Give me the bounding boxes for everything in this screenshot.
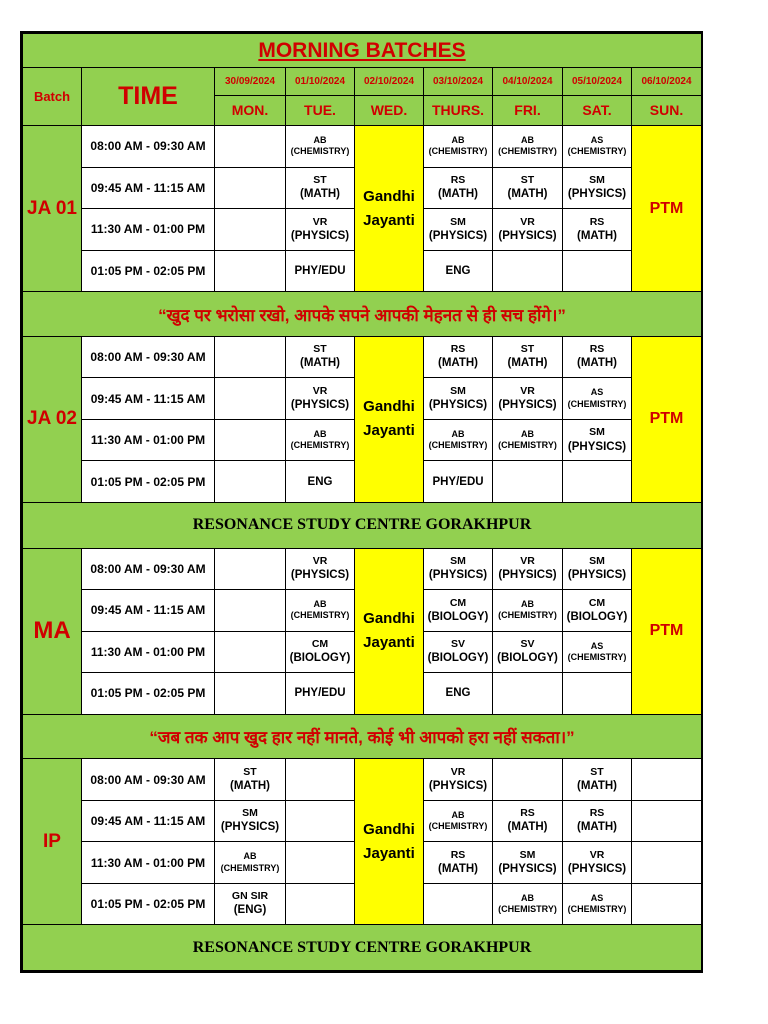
date-mon: 30/09/2024 <box>215 68 286 95</box>
class-cell-thu: ENG <box>424 250 493 292</box>
subject-label: (PHYSICS) <box>498 229 557 242</box>
teacher-code: AB <box>521 599 534 610</box>
class-cell-tue <box>286 336 355 378</box>
class-cell-tue <box>286 842 355 884</box>
time-slot: 11:30 AM - 01:00 PM <box>82 631 215 673</box>
subject-label: (CHEMISTRY) <box>567 904 627 915</box>
subject-label: (MATH) <box>507 357 548 370</box>
class-cell-fri <box>493 336 563 378</box>
teacher-code: SM <box>450 384 466 397</box>
class-cell-fri <box>493 126 563 168</box>
class-cell-mon <box>215 250 286 292</box>
class-cell-mon <box>215 548 286 590</box>
subject-label: (PHYSICS) <box>220 821 280 834</box>
subject-label: (PHYSICS) <box>567 188 627 201</box>
class-cell-tue <box>286 548 355 590</box>
motivational-quote-2: “जब तक आप खुद हार नहीं मानते, कोई भी आपको हरा नहीं सकता।” <box>23 714 702 759</box>
teacher-code: CM <box>311 638 329 651</box>
teacher-code: RS <box>450 174 466 187</box>
class-cell-fri <box>493 548 563 590</box>
class-cell-mon <box>215 673 286 715</box>
teacher-code: AB <box>313 428 327 439</box>
subject-label: (PHYSICS) <box>428 779 488 792</box>
class-cell-fri <box>493 378 563 420</box>
class-cell-thu <box>424 631 493 673</box>
class-cell-tue <box>286 209 355 251</box>
teacher-code: VR <box>450 765 466 778</box>
holiday-line-1: Gandhi <box>363 820 415 838</box>
class-cell-sat <box>563 378 632 420</box>
class-cell-sat <box>563 631 632 673</box>
class-cell-sat <box>563 461 632 503</box>
class-cell-fri <box>493 461 563 503</box>
subject-label: (CHEMISTRY) <box>567 398 627 409</box>
teacher-code: VR <box>312 384 328 397</box>
batch-label-ja02: JA 02 <box>23 336 82 502</box>
date-tue: 01/10/2024 <box>286 68 355 95</box>
class-cell-mon <box>215 461 286 503</box>
class-cell-thu <box>424 800 493 842</box>
subject-label: (CHEMISTRY) <box>290 440 350 451</box>
class-cell-fri <box>493 759 563 801</box>
subject-label: (PHYSICS) <box>567 862 627 875</box>
subject-label: (CHEMISTRY) <box>428 440 488 451</box>
class-cell-sun <box>632 800 702 842</box>
date-sat: 05/10/2024 <box>563 68 632 95</box>
teacher-code: ST <box>313 343 327 356</box>
teacher-code: AS <box>590 640 604 651</box>
day-fri: FRI. <box>493 95 563 125</box>
teacher-code: AB <box>521 428 534 439</box>
class-cell-thu <box>424 126 493 168</box>
time-header: TIME <box>82 68 215 126</box>
teacher-code: VR <box>312 555 328 568</box>
teacher-code: CM <box>449 596 467 609</box>
teacher-code: CM <box>588 596 606 609</box>
class-cell-tue <box>286 800 355 842</box>
class-cell-sat <box>563 883 632 925</box>
time-slot: 11:30 AM - 01:00 PM <box>82 419 215 461</box>
class-cell-sun <box>632 842 702 884</box>
subject-label: (MATH) <box>576 357 618 370</box>
teacher-code: AB <box>451 428 465 439</box>
subject-label: (PHYSICS) <box>290 229 350 242</box>
centre-name-2: RESONANCE STUDY CENTRE GORAKHPUR <box>23 925 702 971</box>
subject-label: (PHYSICS) <box>567 569 627 582</box>
class-cell-sat <box>563 800 632 842</box>
holiday-line-1: Gandhi <box>363 187 415 205</box>
teacher-code: SM <box>589 555 605 568</box>
day-wed: WED. <box>355 95 424 125</box>
class-cell-thu <box>424 883 493 925</box>
class-cell-mon <box>215 209 286 251</box>
time-slot: 09:45 AM - 11:15 AM <box>82 800 215 842</box>
subject-label: (ENG) <box>233 904 267 917</box>
subject-label: (BIOLOGY) <box>427 610 489 623</box>
time-slot: 01:05 PM - 02:05 PM <box>82 673 215 715</box>
class-cell-mon <box>215 167 286 209</box>
holiday-line-2: Jayanti <box>363 634 415 652</box>
class-cell-mon <box>215 759 286 801</box>
batch-label-ja01: JA 01 <box>23 126 82 292</box>
class-cell-tue: PHY/EDU <box>286 673 355 715</box>
subject-label: (PHYSICS) <box>498 862 557 875</box>
class-cell-fri <box>493 167 563 209</box>
motivational-quote-1: “खुद पर भरोसा रखो, आपके सपने आपकी मेहनत से ही सच होंगे।” <box>23 292 702 337</box>
holiday-cell <box>355 548 424 714</box>
teacher-code: AB <box>313 599 327 610</box>
subject-label: (MATH) <box>299 188 341 201</box>
date-thu: 03/10/2024 <box>424 68 493 95</box>
subject-label: (CHEMISTRY) <box>220 862 280 873</box>
class-cell-mon <box>215 126 286 168</box>
class-cell-sat <box>563 759 632 801</box>
teacher-code: SV <box>450 638 465 651</box>
class-cell-thu <box>424 378 493 420</box>
class-cell-tue <box>286 378 355 420</box>
subject-label: (CHEMISTRY) <box>498 440 557 451</box>
subject-label: (CHEMISTRY) <box>498 610 557 621</box>
class-cell-thu <box>424 842 493 884</box>
subject-label: (PHYSICS) <box>290 569 350 582</box>
teacher-code: RS <box>450 343 466 356</box>
class-cell-thu <box>424 590 493 632</box>
subject-label: (MATH) <box>576 779 618 792</box>
ptm-cell: PTM <box>632 126 702 292</box>
class-cell-sun <box>632 759 702 801</box>
teacher-code: RS <box>520 807 535 820</box>
teacher-code: ST <box>313 174 327 187</box>
subject-label: (CHEMISTRY) <box>567 651 627 662</box>
holiday-line-2: Jayanti <box>363 211 415 229</box>
class-cell-thu <box>424 336 493 378</box>
day-thu: THURS. <box>424 95 493 125</box>
batch-header: Batch <box>23 68 82 126</box>
class-cell-thu <box>424 209 493 251</box>
class-cell-sat <box>563 126 632 168</box>
ptm-cell: PTM <box>632 548 702 714</box>
class-cell-fri <box>493 842 563 884</box>
teacher-code: SM <box>589 174 605 187</box>
subject-label: (MATH) <box>437 188 479 201</box>
class-cell-thu <box>424 548 493 590</box>
teacher-code: AB <box>243 851 257 862</box>
class-cell-fri <box>493 631 563 673</box>
class-cell-tue: PHY/EDU <box>286 250 355 292</box>
class-cell-tue <box>286 631 355 673</box>
time-slot: 01:05 PM - 02:05 PM <box>82 250 215 292</box>
teacher-code: AB <box>313 135 327 146</box>
class-cell-fri <box>493 800 563 842</box>
class-cell-fri <box>493 673 563 715</box>
subject-label: (PHYSICS) <box>428 229 488 242</box>
class-cell-sat <box>563 167 632 209</box>
teacher-code: SM <box>589 426 605 439</box>
subject-label: (MATH) <box>576 821 618 834</box>
class-cell-sat <box>563 548 632 590</box>
class-cell-tue <box>286 419 355 461</box>
subject-label: (PHYSICS) <box>498 569 557 582</box>
teacher-code: SM <box>450 555 466 568</box>
subject-label: (MATH) <box>229 779 271 792</box>
teacher-code: RS <box>589 807 605 820</box>
teacher-code: VR <box>312 215 328 228</box>
subject-label: (CHEMISTRY) <box>428 821 488 832</box>
holiday-line-1: Gandhi <box>363 398 415 416</box>
subject-label: (CHEMISTRY) <box>498 904 557 915</box>
time-slot: 09:45 AM - 11:15 AM <box>82 590 215 632</box>
teacher-code: RS <box>589 215 605 228</box>
day-tue: TUE. <box>286 95 355 125</box>
subject-label: (BIOLOGY) <box>289 652 351 665</box>
class-cell-mon <box>215 883 286 925</box>
class-cell-sat <box>563 250 632 292</box>
class-cell-mon <box>215 590 286 632</box>
teacher-code: AS <box>590 135 604 146</box>
subject-label: (BIOLOGY) <box>427 652 489 665</box>
class-cell-thu <box>424 759 493 801</box>
subject-label: (CHEMISTRY) <box>567 146 627 157</box>
teacher-code: VR <box>520 384 535 397</box>
teacher-code: SM <box>450 215 466 228</box>
class-cell-sat <box>563 842 632 884</box>
holiday-line-2: Jayanti <box>363 844 415 862</box>
class-cell-tue: ENG <box>286 461 355 503</box>
holiday-cell <box>355 336 424 502</box>
time-slot: 01:05 PM - 02:05 PM <box>82 461 215 503</box>
teacher-code: AB <box>521 892 534 903</box>
date-wed: 02/10/2024 <box>355 68 424 95</box>
teacher-code: ST <box>243 765 257 778</box>
teacher-code: SV <box>520 638 535 651</box>
subject-label: (BIOLOGY) <box>497 652 558 665</box>
teacher-code: VR <box>589 848 605 861</box>
class-cell-tue <box>286 759 355 801</box>
class-cell-thu <box>424 419 493 461</box>
subject-label: (PHYSICS) <box>428 399 488 412</box>
batch-label-ip: IP <box>23 759 82 925</box>
subject-label: (MATH) <box>507 821 548 834</box>
teacher-code: SM <box>242 807 258 820</box>
class-cell-sat <box>563 673 632 715</box>
teacher-code: VR <box>520 215 535 228</box>
centre-name-1: RESONANCE STUDY CENTRE GORAKHPUR <box>23 502 702 548</box>
class-cell-mon <box>215 336 286 378</box>
class-cell-tue <box>286 126 355 168</box>
time-slot: 11:30 AM - 01:00 PM <box>82 209 215 251</box>
holiday-line-2: Jayanti <box>363 422 415 440</box>
teacher-code: AB <box>451 809 465 820</box>
teacher-code: AB <box>451 135 465 146</box>
day-mon: MON. <box>215 95 286 125</box>
teacher-code: ST <box>590 765 604 778</box>
date-sun: 06/10/2024 <box>632 68 702 95</box>
teacher-code: RS <box>450 848 466 861</box>
subject-label: (MATH) <box>299 357 341 370</box>
subject-label: (MATH) <box>576 229 618 242</box>
class-cell-fri <box>493 590 563 632</box>
page-title: MORNING BATCHES <box>23 34 702 68</box>
batch-label-ma: MA <box>23 548 82 714</box>
ptm-cell: PTM <box>632 336 702 502</box>
teacher-code: VR <box>520 555 535 568</box>
time-slot: 09:45 AM - 11:15 AM <box>82 167 215 209</box>
class-cell-sat <box>563 209 632 251</box>
teacher-code: SM <box>519 848 536 861</box>
time-slot: 01:05 PM - 02:05 PM <box>82 883 215 925</box>
time-slot: 08:00 AM - 09:30 AM <box>82 548 215 590</box>
day-sat: SAT. <box>563 95 632 125</box>
subject-label: (CHEMISTRY) <box>428 146 488 157</box>
time-slot: 11:30 AM - 01:00 PM <box>82 842 215 884</box>
teacher-code: ST <box>520 174 535 187</box>
class-cell-sun <box>632 883 702 925</box>
date-fri: 04/10/2024 <box>493 68 563 95</box>
time-slot: 08:00 AM - 09:30 AM <box>82 336 215 378</box>
subject-label: (BIOLOGY) <box>566 610 628 623</box>
class-cell-sat <box>563 419 632 461</box>
teacher-code: RS <box>589 343 605 356</box>
class-cell-tue <box>286 167 355 209</box>
subject-label: (MATH) <box>507 188 548 201</box>
class-cell-fri <box>493 250 563 292</box>
holiday-line-1: Gandhi <box>363 610 415 628</box>
timetable-sheet <box>20 31 703 973</box>
subject-label: (PHYSICS) <box>498 399 557 412</box>
subject-label: (PHYSICS) <box>567 440 627 453</box>
class-cell-mon <box>215 800 286 842</box>
class-cell-mon <box>215 378 286 420</box>
subject-label: (PHYSICS) <box>428 569 488 582</box>
class-cell-tue <box>286 883 355 925</box>
day-sun: SUN. <box>632 95 702 125</box>
class-cell-tue <box>286 590 355 632</box>
class-cell-fri <box>493 209 563 251</box>
class-cell-fri <box>493 883 563 925</box>
subject-label: (CHEMISTRY) <box>498 146 557 157</box>
class-cell-thu: PHY/EDU <box>424 461 493 503</box>
class-cell-mon <box>215 842 286 884</box>
time-slot: 09:45 AM - 11:15 AM <box>82 378 215 420</box>
teacher-code: AB <box>521 135 534 146</box>
subject-label: (MATH) <box>437 862 479 875</box>
class-cell-sat <box>563 590 632 632</box>
class-cell-mon <box>215 631 286 673</box>
morning-batches-table <box>22 33 702 971</box>
teacher-code: AS <box>590 892 604 903</box>
teacher-code: GN SIR <box>231 890 269 903</box>
class-cell-thu: ENG <box>424 673 493 715</box>
teacher-code: ST <box>520 343 535 356</box>
class-cell-thu <box>424 167 493 209</box>
teacher-code: AS <box>590 387 604 398</box>
subject-label: (MATH) <box>437 357 479 370</box>
holiday-cell <box>355 759 424 925</box>
time-slot: 08:00 AM - 09:30 AM <box>82 759 215 801</box>
class-cell-mon <box>215 419 286 461</box>
time-slot: 08:00 AM - 09:30 AM <box>82 126 215 168</box>
class-cell-sat <box>563 336 632 378</box>
holiday-cell <box>355 126 424 292</box>
subject-label: (CHEMISTRY) <box>290 146 350 157</box>
subject-label: (CHEMISTRY) <box>290 610 350 621</box>
class-cell-fri <box>493 419 563 461</box>
subject-label: (PHYSICS) <box>290 399 350 412</box>
